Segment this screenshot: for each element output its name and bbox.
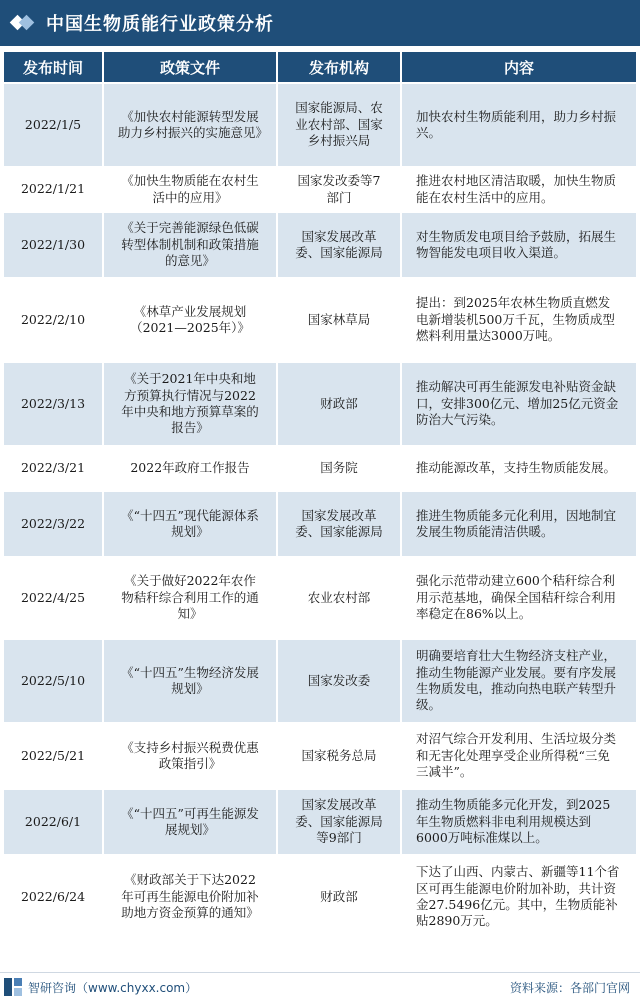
cell-date: 2022/3/13 — [4, 363, 104, 445]
table-row — [4, 790, 636, 854]
cell-date: 2022/3/22 — [4, 492, 104, 556]
footer — [0, 972, 640, 1001]
cell-date: 2022/6/1 — [4, 790, 104, 854]
cell-content: 提出：到2025年农林生物质直燃发电新增装机500万千瓦，生物质成型燃料利用量达3000万吨。 — [402, 279, 636, 361]
cell-content: 推进生物质能多元化利用，因地制宜发展生物质能清洁供暖。 — [402, 492, 636, 556]
cell-organization: 国家发改委等7部门 — [278, 168, 402, 211]
cell-document: 2022年政府工作报告 — [104, 447, 278, 490]
cell-organization: 财政部 — [278, 856, 402, 938]
cell-organization: 国家林草局 — [278, 279, 402, 361]
cell-date: 2022/3/21 — [4, 447, 104, 490]
header-organization: 发布机构 — [278, 52, 402, 82]
cell-date: 2022/1/5 — [4, 84, 104, 166]
cell-date: 2022/6/24 — [4, 856, 104, 938]
cell-document: 《关于2021年中央和地方预算执行情况与2022年中央和地方预算草案的报告》 — [104, 363, 278, 445]
cell-date: 2022/4/25 — [4, 558, 104, 638]
cell-content: 对沼气综合开发利用、生活垃圾分类和无害化处理享受企业所得税“三免三减半”。 — [402, 724, 636, 788]
cell-document: 《林草产业发展规划（2021—2025年）》 — [104, 279, 278, 361]
cell-organization: 国家发改委 — [278, 640, 402, 722]
table-row — [4, 447, 636, 490]
brand — [4, 978, 197, 996]
cell-document: 《加快农村能源转型发展助力乡村振兴的实施意见》 — [104, 84, 278, 166]
table-row — [4, 168, 636, 211]
table-header-row — [4, 52, 636, 82]
cell-content: 推动能源改革，支持生物质能发展。 — [402, 447, 636, 490]
cell-organization: 财政部 — [278, 363, 402, 445]
table-row — [4, 724, 636, 788]
diamond-icon — [12, 12, 34, 34]
header-content: 内容 — [402, 52, 636, 82]
cell-content: 强化示范带动建立600个秸秆综合利用示范基地，确保全国秸秆综合利用率稳定在86%以上。 — [402, 558, 636, 638]
table-row — [4, 363, 636, 445]
logo-icon — [4, 978, 22, 996]
title-bar — [0, 0, 640, 46]
cell-document: 《关于完善能源绿色低碳转型体制机制和政策措施的意见》 — [104, 213, 278, 277]
cell-document: 《财政部关于下达2022年可再生能源电价附加补助地方资金预算的通知》 — [104, 856, 278, 938]
cell-content: 推进农村地区清洁取暖，加快生物质能在农村生活中的应用。 — [402, 168, 636, 211]
cell-organization: 农业农村部 — [278, 558, 402, 638]
table-row — [4, 279, 636, 361]
cell-organization: 国务院 — [278, 447, 402, 490]
cell-document: 《“十四五”现代能源体系规划》 — [104, 492, 278, 556]
cell-document: 《支持乡村振兴税费优惠政策指引》 — [104, 724, 278, 788]
cell-date: 2022/5/21 — [4, 724, 104, 788]
cell-content: 下达了山西、内蒙古、新疆等11个省区可再生能源电价附加补助，共计资金27.5496亿元。其中，生物质能补贴2890万元。 — [402, 856, 636, 938]
policy-table — [4, 50, 636, 940]
header-document: 政策文件 — [104, 52, 278, 82]
table-row — [4, 213, 636, 277]
table-row — [4, 558, 636, 638]
cell-document: 《关于做好2022年农作物秸秆综合利用工作的通知》 — [104, 558, 278, 638]
cell-organization: 国家发展改革委、国家能源局等9部门 — [278, 790, 402, 854]
cell-document: 《“十四五”可再生能源发展规划》 — [104, 790, 278, 854]
table-row — [4, 856, 636, 938]
table-row — [4, 640, 636, 722]
cell-content: 加快农村生物质能利用，助力乡村振兴。 — [402, 84, 636, 166]
cell-date: 2022/1/30 — [4, 213, 104, 277]
cell-content: 明确要培育壮大生物经济支柱产业，推动生物能源产业发展。要有序发展生物质发电，推动向热电联产转型升级。 — [402, 640, 636, 722]
cell-content: 推动生物质能多元化开发，到2025年生物质燃料非电利用规模达到6000万吨标准煤以上。 — [402, 790, 636, 854]
source-note: 资料来源：各部门官网 — [509, 980, 630, 995]
cell-document: 《“十四五”生物经济发展规划》 — [104, 640, 278, 722]
cell-organization: 国家发展改革委、国家能源局 — [278, 492, 402, 556]
brand-text: 智研咨询（www.chyxx.com） — [28, 980, 198, 995]
page-title: 中国生物质能行业政策分析 — [46, 14, 274, 35]
cell-organization: 国家能源局、农业农村部、国家乡村振兴局 — [278, 84, 402, 166]
cell-date: 2022/2/10 — [4, 279, 104, 361]
cell-organization: 国家发展改革委、国家能源局 — [278, 213, 402, 277]
cell-date: 2022/5/10 — [4, 640, 104, 722]
cell-organization: 国家税务总局 — [278, 724, 402, 788]
header-date: 发布时间 — [4, 52, 104, 82]
table-row — [4, 84, 636, 166]
table-row — [4, 492, 636, 556]
cell-content: 对生物质发电项目给予鼓励，拓展生物智能发电项目收入渠道。 — [402, 213, 636, 277]
cell-content: 推动解决可再生能源发电补贴资金缺口，安排300亿元、增加25亿元资金防治大气污染。 — [402, 363, 636, 445]
cell-date: 2022/1/21 — [4, 168, 104, 211]
cell-document: 《加快生物质能在农村生活中的应用》 — [104, 168, 278, 211]
